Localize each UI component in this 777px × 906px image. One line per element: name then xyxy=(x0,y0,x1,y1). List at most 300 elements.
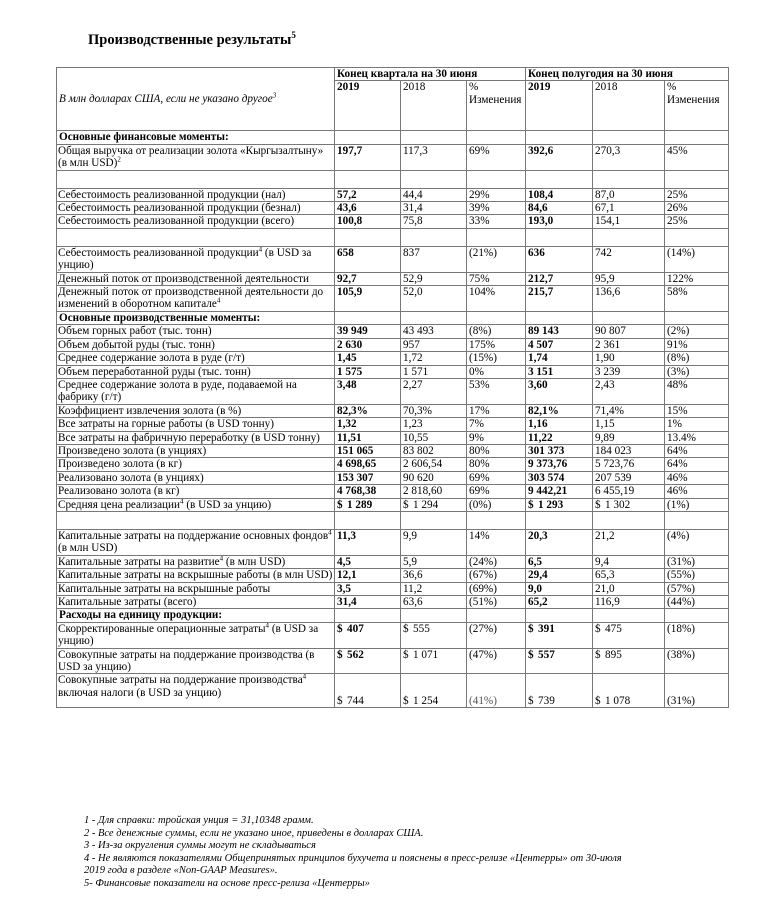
q2018-cell: 1 571 xyxy=(401,365,467,378)
currency-symbol: $ xyxy=(528,695,534,708)
q2019-cell: 11,3 xyxy=(335,529,401,555)
row-label: Капитальные затраты на поддержание основных фондов$^4$ (в млн USD) xyxy=(57,529,335,555)
q2019-cell: 151 065 xyxy=(335,444,401,457)
table-row xyxy=(57,485,729,498)
h2018-cell: 21,2 xyxy=(593,529,665,555)
currency-symbol: $ xyxy=(528,648,534,661)
quarter-header: Конец квартала на 30 июня xyxy=(335,68,526,81)
empty-cell xyxy=(665,511,729,529)
h2018-cell: 2,43 xyxy=(593,378,665,404)
empty-cell xyxy=(335,131,401,144)
empty-cell xyxy=(526,228,593,246)
hpct-cell: 13.4% xyxy=(665,431,729,444)
h2019-cell: 89 143 xyxy=(526,325,593,338)
table-row xyxy=(57,622,729,648)
table-row xyxy=(57,529,729,555)
hpct-cell: (2%) xyxy=(665,325,729,338)
qpct-cell: (24%) xyxy=(467,555,526,568)
qpct-cell: (0%) xyxy=(467,498,526,511)
row-label: Денежный поток от производственной деятельности xyxy=(57,272,335,285)
table-row xyxy=(57,365,729,378)
h2019-cell: 215,7 xyxy=(526,286,593,312)
hpct-cell: 15% xyxy=(665,404,729,417)
h2018-cell: 71,4% xyxy=(593,404,665,417)
empty-cell xyxy=(593,511,665,529)
q2019-cell: $ 744 xyxy=(335,674,401,708)
h2019-cell: 303 574 xyxy=(526,471,593,484)
hpct-cell: 1% xyxy=(665,418,729,431)
q2018-cell: 70,3% xyxy=(401,404,467,417)
q2019-cell: 1,45 xyxy=(335,352,401,365)
empty-cell xyxy=(593,170,665,188)
q2019-cell: 105,9 xyxy=(335,286,401,312)
q2019-cell: 1,32 xyxy=(335,418,401,431)
q2019-cell: 31,4 xyxy=(335,596,401,609)
qpct-cell: (41%) xyxy=(467,674,526,708)
table-row xyxy=(57,202,729,215)
h2018-cell: 154,1 xyxy=(593,215,665,228)
empty-cell xyxy=(665,170,729,188)
row-label: Объем горных работ (тыс. тонн) xyxy=(57,325,335,338)
qpct-cell: (67%) xyxy=(467,569,526,582)
qpct-cell: 9% xyxy=(467,431,526,444)
h2019-cell: 193,0 xyxy=(526,215,593,228)
row-label: Капитальные затраты (всего) xyxy=(57,596,335,609)
qpct-cell: 7% xyxy=(467,418,526,431)
hpct-cell: (57%) xyxy=(665,582,729,595)
q2019-cell: 4,5 xyxy=(335,555,401,568)
table-row xyxy=(57,674,729,708)
hpct-cell: (38%) xyxy=(665,648,729,674)
q2019-cell: 4 698,65 xyxy=(335,458,401,471)
empty-cell xyxy=(401,609,467,622)
page-title: Производственные результаты$^5$ xyxy=(88,30,296,48)
h2019-cell: 1,74 xyxy=(526,352,593,365)
row-label: Совокупные затраты на поддержание производства (в USD за унцию) xyxy=(57,648,335,674)
row-label: Реализовано золота (в унциях) xyxy=(57,471,335,484)
table-row xyxy=(57,582,729,595)
h2018-cell: 207 539 xyxy=(593,471,665,484)
table-row xyxy=(57,471,729,484)
h2019-cell: 636 xyxy=(526,246,593,272)
h2019-cell: 9,0 xyxy=(526,582,593,595)
year-2019-header: 2019 xyxy=(526,81,593,131)
section-row xyxy=(57,609,729,622)
q2019-cell: 100,8 xyxy=(335,215,401,228)
empty-cell xyxy=(335,228,401,246)
empty-cell xyxy=(526,170,593,188)
hpct-cell: (18%) xyxy=(665,622,729,648)
empty-cell xyxy=(335,311,401,324)
row-label: Денежный поток от производственной деятельности до изменений в оборотном капитале$^4$ xyxy=(57,286,335,312)
table-row xyxy=(57,144,729,170)
qpct-cell: 29% xyxy=(467,188,526,201)
hpct-cell: 25% xyxy=(665,188,729,201)
hpct-cell: (1%) xyxy=(665,498,729,511)
q2019-cell: 153 307 xyxy=(335,471,401,484)
hpct-cell: 91% xyxy=(665,338,729,351)
qpct-cell: 80% xyxy=(467,444,526,457)
q2018-cell: 31,4 xyxy=(401,202,467,215)
q2019-cell: 12,1 xyxy=(335,569,401,582)
h2019-cell: 84,6 xyxy=(526,202,593,215)
h2019-cell: 108,4 xyxy=(526,188,593,201)
h2019-cell: 20,3 xyxy=(526,529,593,555)
h2019-cell: $ 557 xyxy=(526,648,593,674)
q2018-cell: $ 555 xyxy=(401,622,467,648)
row-label: Коэффициент извлечения золота (в %) xyxy=(57,404,335,417)
row-label: Среднее содержание золота в руде (г/т) xyxy=(57,352,335,365)
row-label: Средняя цена реализации$^4$ (в USD за унцию) xyxy=(57,498,335,511)
currency-symbol: $ xyxy=(337,622,343,635)
currency-symbol: $ xyxy=(337,498,343,511)
q2018-cell: 90 620 xyxy=(401,471,467,484)
h2019-cell: 9 373,76 xyxy=(526,458,593,471)
h2018-cell: 2 361 xyxy=(593,338,665,351)
empty-cell xyxy=(593,131,665,144)
qpct-cell: (21%) xyxy=(467,246,526,272)
table-row xyxy=(57,188,729,201)
row-label: Общая выручка от реализации золота «Кыргызалтыну» (в млн USD)$^2$ xyxy=(57,144,335,170)
hpct-cell: 45% xyxy=(665,144,729,170)
h2019-cell: 392,6 xyxy=(526,144,593,170)
q2019-cell: 43,6 xyxy=(335,202,401,215)
h2018-cell: 270,3 xyxy=(593,144,665,170)
q2019-cell: 1 575 xyxy=(335,365,401,378)
table-row xyxy=(57,325,729,338)
empty-cell xyxy=(57,170,335,188)
qpct-cell: (69%) xyxy=(467,582,526,595)
currency-symbol: $ xyxy=(403,695,409,708)
qpct-cell: (51%) xyxy=(467,596,526,609)
currency-symbol: $ xyxy=(528,498,534,511)
footnote: 5- Финансовые показатели на основе пресс-релиза «Центерры» xyxy=(84,877,370,889)
q2019-cell: 3,48 xyxy=(335,378,401,404)
q2019-cell: 39 949 xyxy=(335,325,401,338)
empty-cell xyxy=(401,131,467,144)
row-label: Скорректированные операционные затраты$^4$ (в USD за унцию) xyxy=(57,622,335,648)
row-label: Себестоимость реализованной продукции (безнал) xyxy=(57,202,335,215)
hpct-cell: 64% xyxy=(665,444,729,457)
qpct-cell: (15%) xyxy=(467,352,526,365)
h2019-cell: 29,4 xyxy=(526,569,593,582)
qpct-cell: (27%) xyxy=(467,622,526,648)
h2019-cell: 65,2 xyxy=(526,596,593,609)
spacer-row xyxy=(57,511,729,529)
q2018-cell: 5,9 xyxy=(401,555,467,568)
production-results-table xyxy=(56,67,729,708)
hpct-cell: (14%) xyxy=(665,246,729,272)
q2018-cell: 75,8 xyxy=(401,215,467,228)
currency-symbol: $ xyxy=(595,648,601,661)
hpct-cell: 25% xyxy=(665,215,729,228)
q2018-cell: 63,6 xyxy=(401,596,467,609)
q2018-cell: 52,0 xyxy=(401,286,467,312)
footnote: 2019 года в разделе «Non-GAAP Measures». xyxy=(84,865,278,877)
h2019-cell: 4 507 xyxy=(526,338,593,351)
h2019-cell: $ 391 xyxy=(526,622,593,648)
qpct-cell: 39% xyxy=(467,202,526,215)
h2019-cell: 3,60 xyxy=(526,378,593,404)
empty-cell xyxy=(526,131,593,144)
empty-cell xyxy=(593,311,665,324)
empty-cell xyxy=(467,311,526,324)
qpct-cell: 104% xyxy=(467,286,526,312)
q2019-cell: 57,2 xyxy=(335,188,401,201)
hpct-cell: (31%) xyxy=(665,555,729,568)
hpct-cell: 26% xyxy=(665,202,729,215)
h2018-cell: 184 023 xyxy=(593,444,665,457)
row-label: Капитальные затраты на вскрышные работы (в млн USD) xyxy=(57,569,335,582)
q2019-cell: 82,3% xyxy=(335,404,401,417)
h2018-cell: 742 xyxy=(593,246,665,272)
currency-symbol: $ xyxy=(337,648,343,661)
h2018-cell: $ 895 xyxy=(593,648,665,674)
row-label: Себестоимость реализованной продукции (всего) xyxy=(57,215,335,228)
h2018-cell: 5 723,76 xyxy=(593,458,665,471)
hpct-cell: 46% xyxy=(665,485,729,498)
h2019-cell: 9 442,21 xyxy=(526,485,593,498)
hpct-cell: 46% xyxy=(665,471,729,484)
empty-cell xyxy=(57,228,335,246)
table-row xyxy=(57,286,729,312)
empty-cell xyxy=(593,609,665,622)
row-label: Себестоимость реализованной продукции$^4$ (в USD за унцию) xyxy=(57,246,335,272)
footnote: 1 - Для справки: тройская унция = 31,10348 грамм. xyxy=(84,815,314,826)
table-row xyxy=(57,569,729,582)
q2019-cell: 92,7 xyxy=(335,272,401,285)
currency-symbol: $ xyxy=(595,695,601,708)
h2018-cell: 1,90 xyxy=(593,352,665,365)
row-label: Капитальные затраты на вскрышные работы xyxy=(57,582,335,595)
h2018-cell: 90 807 xyxy=(593,325,665,338)
table-row xyxy=(57,338,729,351)
q2018-cell: 1,72 xyxy=(401,352,467,365)
h2018-cell: 3 239 xyxy=(593,365,665,378)
table-row xyxy=(57,246,729,272)
h2018-cell: 136,6 xyxy=(593,286,665,312)
h2019-cell: 6,5 xyxy=(526,555,593,568)
empty-cell xyxy=(467,609,526,622)
q2018-cell: $ 1 254 xyxy=(401,674,467,708)
row-label: Совокупные затраты на поддержание производства$^4$ включая налоги (в USD за унцию) xyxy=(57,674,335,708)
qpct-cell: (47%) xyxy=(467,648,526,674)
hpct-cell: 64% xyxy=(665,458,729,471)
empty-cell xyxy=(665,311,729,324)
table-header-row xyxy=(57,68,729,81)
hpct-cell: (3%) xyxy=(665,365,729,378)
h2019-cell: 11,22 xyxy=(526,431,593,444)
h2018-cell: 87,0 xyxy=(593,188,665,201)
table-row xyxy=(57,418,729,431)
empty-cell xyxy=(467,131,526,144)
row-label: Капитальные затраты на развитие$^4$ (в млн USD) xyxy=(57,555,335,568)
h2018-cell: 21,0 xyxy=(593,582,665,595)
row-label: Объем добытой руды (тыс. тонн) xyxy=(57,338,335,351)
qpct-cell: 33% xyxy=(467,215,526,228)
currency-symbol: $ xyxy=(595,498,601,511)
q2018-cell: 36,6 xyxy=(401,569,467,582)
empty-cell xyxy=(665,131,729,144)
qpct-cell: (8%) xyxy=(467,325,526,338)
currency-symbol: $ xyxy=(337,695,343,708)
section-row xyxy=(57,131,729,144)
empty-cell xyxy=(467,228,526,246)
h2019-cell: 212,7 xyxy=(526,272,593,285)
qpct-cell: 69% xyxy=(467,485,526,498)
hpct-cell: (55%) xyxy=(665,569,729,582)
footnote: 4 - Не являются показателями Общепринятых принципов бухучета и пояснены в пресс-релизе «Центерры» от 30-июля xyxy=(84,852,622,864)
q2018-cell: $ 1 294 xyxy=(401,498,467,511)
table-row xyxy=(57,215,729,228)
table-row xyxy=(57,596,729,609)
pct-change-header: % Изменения xyxy=(467,81,526,131)
row-label: Произведено золота (в кг) xyxy=(57,458,335,471)
q2019-cell: 2 630 xyxy=(335,338,401,351)
empty-cell xyxy=(467,511,526,529)
h2018-cell: 9,89 xyxy=(593,431,665,444)
qpct-cell: 175% xyxy=(467,338,526,351)
h2018-cell: $ 475 xyxy=(593,622,665,648)
q2018-cell: 837 xyxy=(401,246,467,272)
row-label: Объем переработанной руды (тыс. тонн) xyxy=(57,365,335,378)
q2018-cell: 2 606,54 xyxy=(401,458,467,471)
section-title: Основные производственные моменты: xyxy=(57,311,335,324)
row-label: Среднее содержание золота в руде, подаваемой на фабрику (г/т) xyxy=(57,378,335,404)
spacer-row xyxy=(57,170,729,188)
table-row xyxy=(57,378,729,404)
qpct-cell: 17% xyxy=(467,404,526,417)
empty-cell xyxy=(57,511,335,529)
qpct-cell: 53% xyxy=(467,378,526,404)
empty-cell xyxy=(335,170,401,188)
section-row xyxy=(57,311,729,324)
table-row xyxy=(57,444,729,457)
h2018-cell: 95,9 xyxy=(593,272,665,285)
footnotes xyxy=(84,815,622,891)
section-title: Расходы на единицу продукции: xyxy=(57,609,335,622)
q2018-cell: 11,2 xyxy=(401,582,467,595)
q2018-cell: 10,55 xyxy=(401,431,467,444)
empty-cell xyxy=(593,228,665,246)
h2018-cell: 1,15 xyxy=(593,418,665,431)
half-year-header: Конец полугодия на 30 июня xyxy=(526,68,729,81)
pct-change-header: % Изменения xyxy=(665,81,729,131)
table-row xyxy=(57,555,729,568)
q2019-cell: $ 562 xyxy=(335,648,401,674)
hpct-cell: 58% xyxy=(665,286,729,312)
q2019-cell: 4 768,38 xyxy=(335,485,401,498)
h2018-cell: 9,4 xyxy=(593,555,665,568)
currency-symbol: $ xyxy=(403,498,409,511)
empty-cell xyxy=(335,511,401,529)
table-row xyxy=(57,648,729,674)
empty-cell xyxy=(526,609,593,622)
currency-symbol: $ xyxy=(403,622,409,635)
h2019-cell: 3 151 xyxy=(526,365,593,378)
table-row xyxy=(57,272,729,285)
units-note: В млн долларах США, если не указано другое$^3$ xyxy=(57,68,335,131)
row-label: Произведено золота (в унциях) xyxy=(57,444,335,457)
hpct-cell: (44%) xyxy=(665,596,729,609)
q2018-cell: 2,27 xyxy=(401,378,467,404)
row-label: Себестоимость реализованной продукции (нал) xyxy=(57,188,335,201)
table-row xyxy=(57,498,729,511)
h2019-cell: $ 739 xyxy=(526,674,593,708)
hpct-cell: (4%) xyxy=(665,529,729,555)
qpct-cell: 69% xyxy=(467,144,526,170)
qpct-cell: 14% xyxy=(467,529,526,555)
currency-symbol: $ xyxy=(528,622,534,635)
empty-cell xyxy=(401,228,467,246)
h2018-cell: 6 455,19 xyxy=(593,485,665,498)
currency-symbol: $ xyxy=(595,622,601,635)
h2018-cell: 116,9 xyxy=(593,596,665,609)
q2018-cell: 2 818,60 xyxy=(401,485,467,498)
table-row xyxy=(57,458,729,471)
q2018-cell: 957 xyxy=(401,338,467,351)
table-row xyxy=(57,431,729,444)
footnote: 3 - Из-за округления суммы могут не складываться xyxy=(84,840,316,852)
empty-cell xyxy=(401,170,467,188)
qpct-cell: 80% xyxy=(467,458,526,471)
h2019-cell: $ 1 293 xyxy=(526,498,593,511)
empty-cell xyxy=(526,511,593,529)
q2019-cell: $ 407 xyxy=(335,622,401,648)
spacer-row xyxy=(57,228,729,246)
q2018-cell: 1,23 xyxy=(401,418,467,431)
year-2019-header: 2019 xyxy=(335,81,401,131)
h2018-cell: 67,1 xyxy=(593,202,665,215)
qpct-cell: 69% xyxy=(467,471,526,484)
empty-cell xyxy=(401,511,467,529)
q2018-cell: 44,4 xyxy=(401,188,467,201)
h2018-cell: 65,3 xyxy=(593,569,665,582)
empty-cell xyxy=(467,170,526,188)
q2019-cell: 197,7 xyxy=(335,144,401,170)
h2019-cell: 301 373 xyxy=(526,444,593,457)
section-title: Основные финансовые моменты: xyxy=(57,131,335,144)
q2018-cell: 117,3 xyxy=(401,144,467,170)
h2018-cell: $ 1 302 xyxy=(593,498,665,511)
q2019-cell: 658 xyxy=(335,246,401,272)
row-label: Все затраты на горные работы (в USD тонну) xyxy=(57,418,335,431)
row-label: Все затраты на фабричную переработку (в USD тонну) xyxy=(57,431,335,444)
hpct-cell: 48% xyxy=(665,378,729,404)
q2019-cell: $ 1 289 xyxy=(335,498,401,511)
h2019-cell: 1,16 xyxy=(526,418,593,431)
empty-cell xyxy=(401,311,467,324)
q2018-cell: $ 1 071 xyxy=(401,648,467,674)
hpct-cell: (8%) xyxy=(665,352,729,365)
q2018-cell: 83 802 xyxy=(401,444,467,457)
q2018-cell: 52,9 xyxy=(401,272,467,285)
empty-cell xyxy=(335,609,401,622)
empty-cell xyxy=(665,609,729,622)
footnote: 2 - Все денежные суммы, если не указано иное, приведены в долларах США. xyxy=(84,827,424,839)
h2018-cell: $ 1 078 xyxy=(593,674,665,708)
table-row xyxy=(57,404,729,417)
q2018-cell: 43 493 xyxy=(401,325,467,338)
hpct-cell: 122% xyxy=(665,272,729,285)
h2019-cell: 82,1% xyxy=(526,404,593,417)
row-label: Реализовано золота (в кг) xyxy=(57,485,335,498)
empty-cell xyxy=(665,228,729,246)
q2019-cell: 11,51 xyxy=(335,431,401,444)
table-row xyxy=(57,352,729,365)
q2019-cell: 3,5 xyxy=(335,582,401,595)
q2018-cell: 9,9 xyxy=(401,529,467,555)
